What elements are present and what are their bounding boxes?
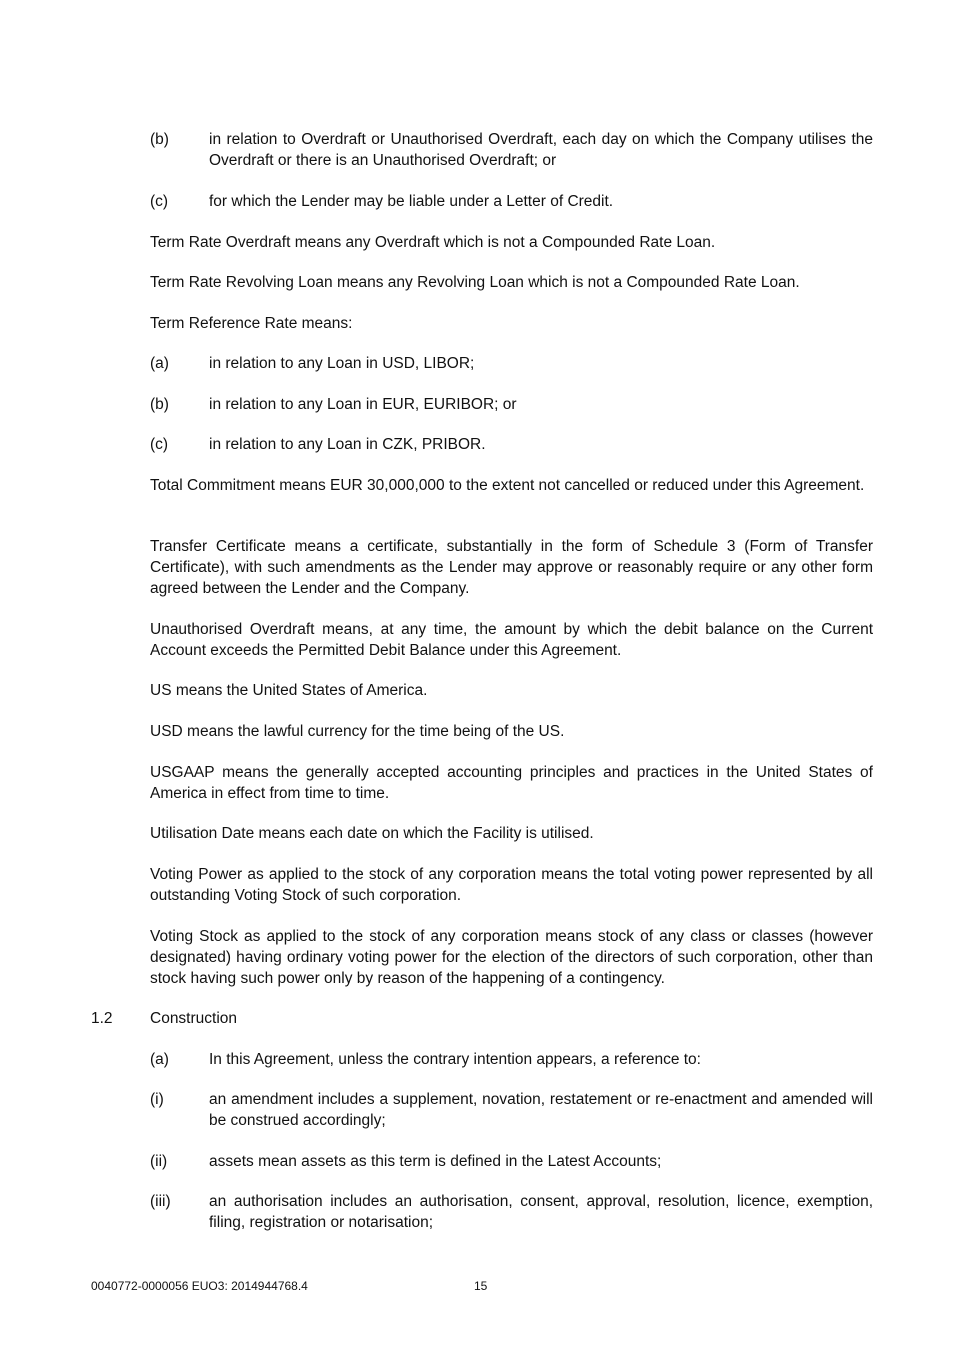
- definition-total-commitment: Total Commitment means EUR 30,000,000 to the extent not cancelled or reduced under this Agreement.: [150, 477, 865, 494]
- list-item-label: (a): [150, 1051, 169, 1068]
- list-item-text: In this Agreement, unless the contrary intention appears, a reference to:: [209, 1051, 701, 1068]
- list-item-label: (i): [150, 1091, 164, 1108]
- list-item-text: an amendment includes a supplement, novation, restatement or re-enactment and amended will be construed accordingly;: [209, 1091, 873, 1129]
- definition-usgaap: USGAAP means the generally accepted accounting principles and practices in the United States of America in effect from time to time.: [150, 764, 873, 802]
- definition-voting-power: Voting Power as applied to the stock of any corporation means the total voting power represented by all outstanding Voting Stock of such corporation.: [150, 866, 873, 904]
- list-item-label: (c): [150, 193, 169, 210]
- list-item-text: for which the Lender may be liable under a Letter of Credit.: [209, 193, 614, 210]
- definition-voting-stock: Voting Stock as applied to the stock of any corporation means stock of any class or classes (however designated) having ordinary voting power for the election of the directors of such corporation, other than stock having such power only by reason of the happening of a contingency.: [150, 928, 873, 987]
- definition-transfer-certificate: Transfer Certificate means a certificate, substantially in the form of Schedule 3 (Form of Transfer Certificate), with such amendments as the Lender may approve or reasonably require or any other form agreed between the Lender and the Company.: [150, 538, 873, 597]
- list-item-label: (b): [150, 131, 169, 148]
- definition-term-rate-revolving-loan: Term Rate Revolving Loan means any Revolving Loan which is not a Compounded Rate Loan.: [150, 274, 800, 291]
- definition-utilisation-date: Utilisation Date means each date on which the Facility is utilised.: [150, 825, 594, 842]
- definition-usd: USD means the lawful currency for the time being of the US.: [150, 723, 565, 740]
- footer-doc-ref: 0040772-0000056 EUO3: 2014944768.4: [91, 1279, 308, 1293]
- list-item-text: in relation to any Loan in EUR, EURIBOR; or: [209, 396, 517, 413]
- list-item-label: (b): [150, 396, 169, 413]
- list-item-text: in relation to any Loan in USD, LIBOR;: [209, 355, 475, 372]
- definition-unauthorised-overdraft: Unauthorised Overdraft means, at any time, the amount by which the debit balance on the Current Account exceeds the Permitted Debit Balance under this Agreement.: [150, 621, 873, 659]
- footer-page-number: 15: [474, 1279, 488, 1293]
- list-item-label: (iii): [150, 1193, 171, 1210]
- list-item-text: an authorisation includes an authorisation, consent, approval, resolution, licence, exemption, filing, registration or notarisation;: [209, 1193, 873, 1231]
- list-item-text: in relation to Overdraft or Unauthorised Overdraft, each day on which the Company utilises the Overdraft or there is an Unauthorised Overdraft; or: [209, 131, 873, 169]
- list-item-label: (ii): [150, 1153, 168, 1170]
- list-item-text: assets mean assets as this term is defined in the Latest Accounts;: [209, 1153, 662, 1170]
- definition-term-reference-rate: Term Reference Rate means:: [150, 315, 353, 332]
- list-item-label: (a): [150, 355, 169, 372]
- definition-term-rate-overdraft: Term Rate Overdraft means any Overdraft which is not a Compounded Rate Loan.: [150, 234, 716, 251]
- section-number: 1.2: [91, 1010, 113, 1027]
- list-item-label: (c): [150, 436, 169, 453]
- definition-us: US means the United States of America.: [150, 682, 428, 699]
- list-item-text: in relation to any Loan in CZK, PRIBOR.: [209, 436, 486, 453]
- section-title: Construction: [150, 1010, 238, 1027]
